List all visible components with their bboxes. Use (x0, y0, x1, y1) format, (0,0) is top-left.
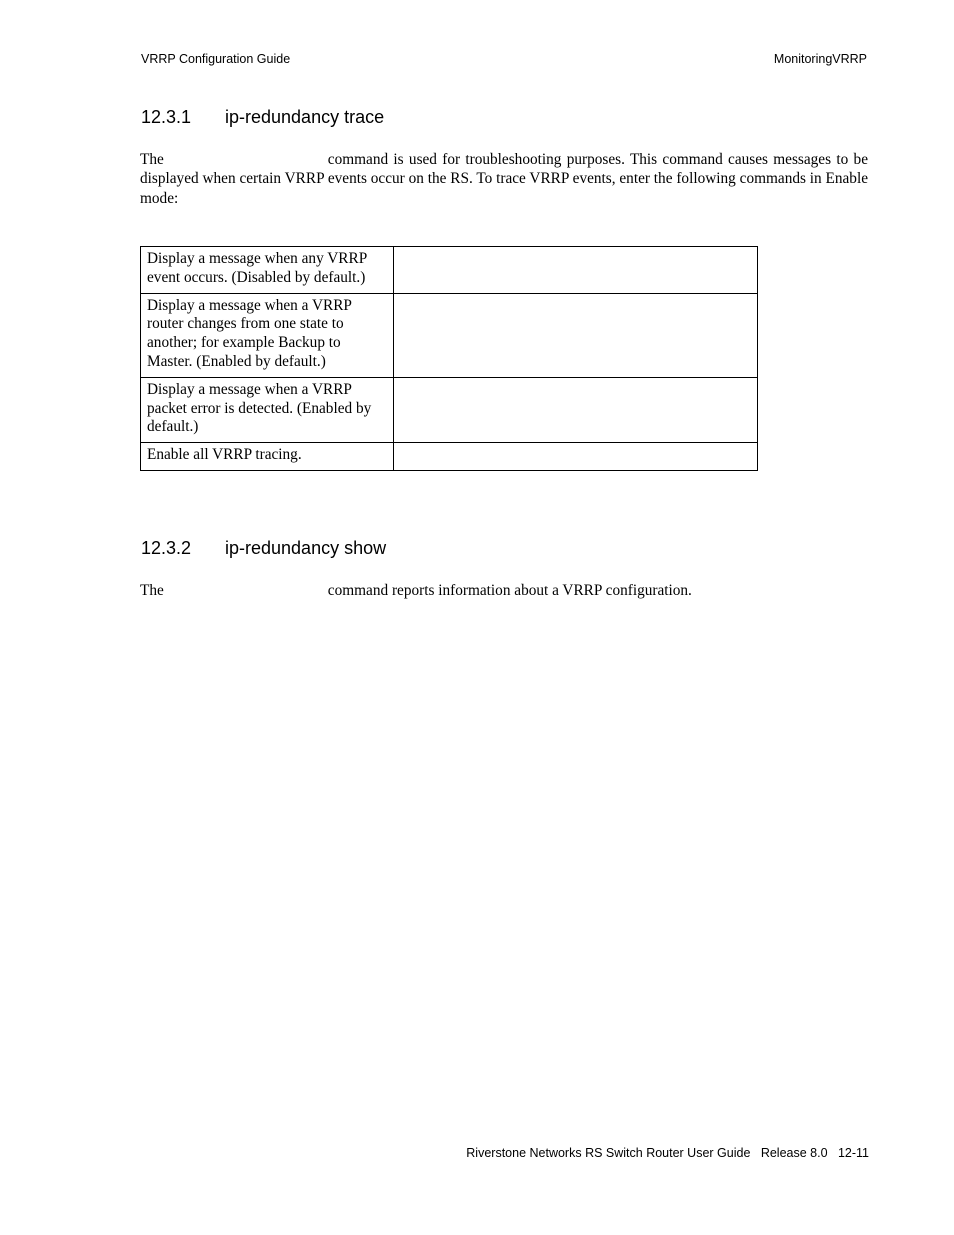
running-header-left: VRRP Configuration Guide (141, 52, 291, 66)
section-heading-show (141, 538, 386, 559)
table-cell-command (394, 377, 758, 442)
paragraph-lead: The (140, 151, 164, 168)
table-row (141, 293, 758, 377)
table-cell-command (394, 443, 758, 471)
section-number: 12.3.2 (141, 538, 192, 558)
section-title: ip-redundancy show (225, 538, 387, 558)
table-row (141, 247, 758, 294)
section-heading-trace (141, 107, 384, 128)
table-cell-description: Display a message when a VRRP router changes from one state to another; for example Backup to Master. (Enabled by default.) (141, 293, 394, 377)
table-row (141, 443, 758, 471)
paragraph-body: command is used for troubleshooting purposes. This command causes messages to be displayed when certain VRRP events occur on the RS. To trace VRRP events, enter the following commands in Enable mode: (140, 151, 868, 207)
show-paragraph (140, 581, 868, 600)
table-row (141, 377, 758, 442)
table-cell-command (394, 293, 758, 377)
trace-paragraph (140, 150, 868, 208)
section-number: 12.3.1 (141, 107, 192, 127)
table-cell-description: Enable all VRRP tracing. (141, 443, 394, 471)
running-header-right: MonitoringVRRP (773, 52, 867, 66)
paragraph-lead: The (140, 582, 164, 599)
section-title: ip-redundancy trace (225, 107, 385, 127)
table-cell-command (394, 247, 758, 294)
table-cell-description: Display a message when any VRRP event occurs. (Disabled by default.) (141, 247, 394, 294)
table-cell-description: Display a message when a VRRP packet error is detected. (Enabled by default.) (141, 377, 394, 442)
running-footer: Riverstone Networks RS Switch Router User Guide Release 8.0 12-11 (466, 1146, 869, 1160)
paragraph-body: command reports information about a VRRP configuration. (327, 582, 692, 599)
trace-commands-table (140, 246, 758, 471)
